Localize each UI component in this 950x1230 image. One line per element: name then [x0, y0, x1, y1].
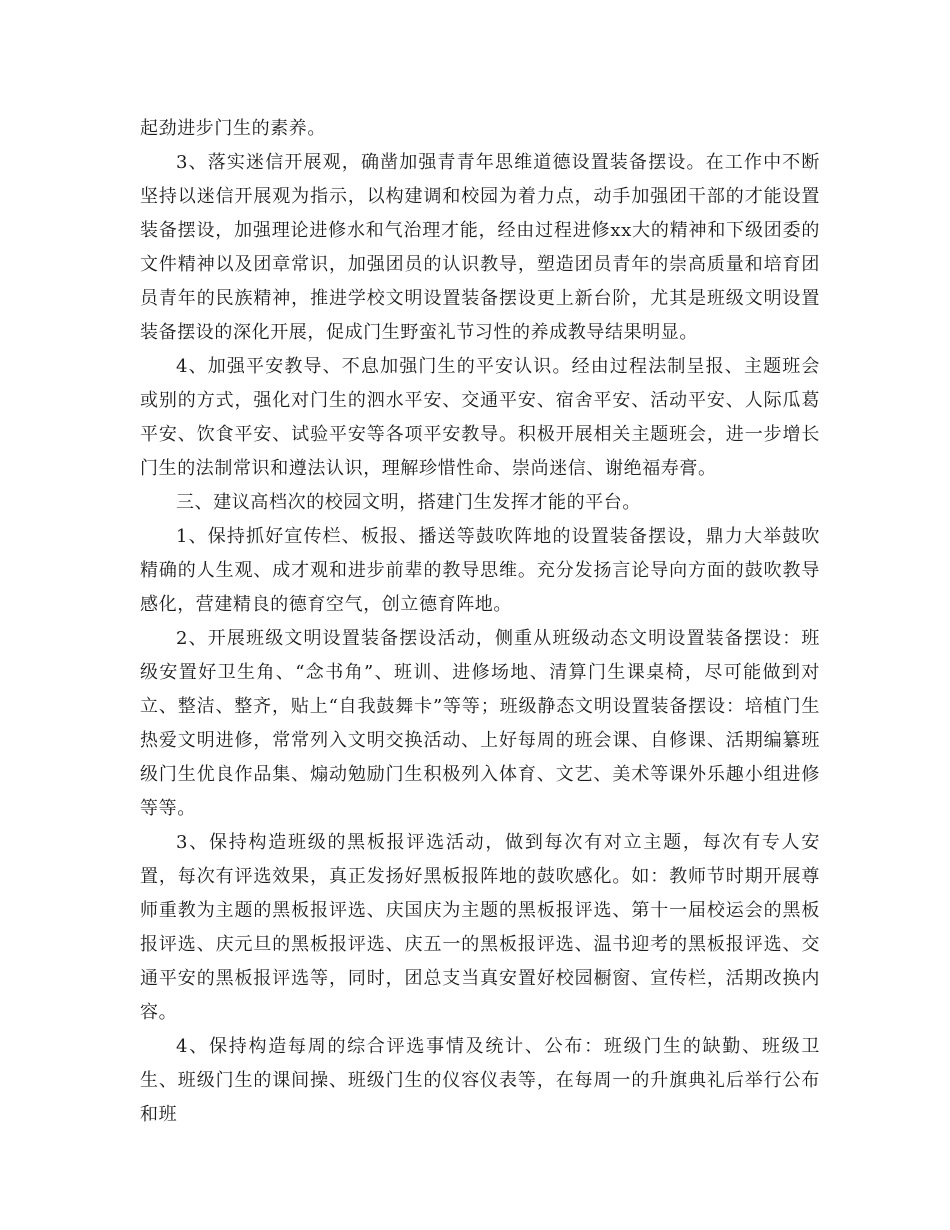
paragraph-8: 4、保持构造每周的综合评选事情及统计、公布：班级门生的缺勤、班级卫生、班级门生的课间操、班级门生的仪容仪表等，在每周一的升旗典礼后举行公布和班 — [140, 1036, 820, 1125]
paragraph-5: 1、保持抓好宣传栏、板报、播送等鼓吹阵地的设置装备摆设，鼎力大举鼓吹精确的人生观、成才观和进步前辈的教导思维。充分发扬言论导向方面的鼓吹教导感化，营建精良的德育空气，创立德育阵地。 — [140, 526, 820, 615]
section-heading-3: 三、建议高档次的校园文明，搭建门生发挥才能的平台。 — [176, 492, 641, 513]
paragraph-1: 起劲进步门生的素养。 — [140, 118, 326, 139]
paragraph-6: 2、开展班级文明设置装备摆设活动，侧重从班级动态文明设置装备摆设：班级安置好卫生角、“念书角”、班训、进修场地、清算门生课桌椅，尽可能做到对立、整洁、整齐，贴上“自我鼓舞卡”等等；班级静态文明设置装备摆设：培植门生热爱文明进修，常常列入文明交换活动、上好每周的班会课、自修课、活期编纂班级门生优良作品集、煽动勉励门生积极列入体育、文艺、美术等课外乐趣小组进修等等。 — [140, 628, 820, 819]
paragraph-2: 3、落实迷信开展观，确凿加强青青年思维道德设置装备摆设。在工作中不断坚持以迷信开展观为指示，以构建调和校园为着力点，动手加强团干部的才能设置装备摆设，加强理论进修水和气治理才能，经由过程进修xx大的精神和下级团委的文件精神以及团章常识，加强团员的认识教导，塑造团员青年的崇高质量和培育团员青年的民族精神，推进学校文明设置装备摆设更上新台阶，尤其是班级文明设置装备摆设的深化开展，促成门生野蛮礼节习性的养成教导结果明显。 — [140, 152, 820, 343]
document-page — [140, 112, 820, 1132]
paragraph-3: 4、加强平安教导、不息加强门生的平安认识。经由过程法制呈报、主题班会或别的方式，强化对门生的泗水平安、交通平安、宿舍平安、活动平安、人际瓜葛平安、饮食平安、试验平安等各项平安教导。积极开展相关主题班会，进一步增长门生的法制常识和遵法认识，理解珍惜性命、崇尚迷信、谢绝福寿膏。 — [140, 356, 820, 479]
paragraph-7: 3、保持构造班级的黑板报评选活动，做到每次有对立主题，每次有专人安置，每次有评选效果，真正发扬好黑板报阵地的鼓吹感化。如：教师节时期开展尊师重教为主题的黑板报评选、庆国庆为主题的黑板报评选、第十一届校运会的黑板报评选、庆元旦的黑板报评选、庆五一的黑板报评选、温书迎考的黑板报评选、交通平安的黑板报评选等，同时，团总支当真安置好校园橱窗、宣传栏，活期改换内容。 — [140, 832, 820, 1023]
